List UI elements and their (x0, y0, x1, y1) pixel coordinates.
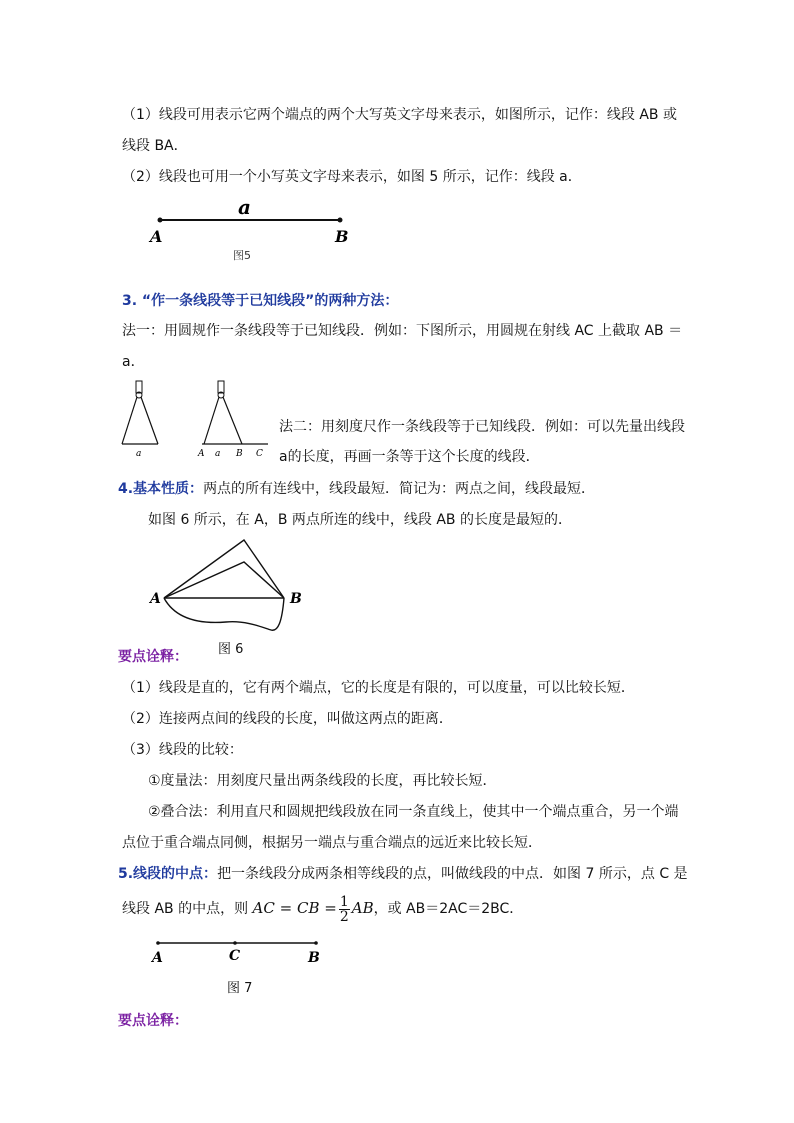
text-line-2: 线段 BA． (122, 138, 188, 154)
compass-2 (197, 381, 268, 459)
figure-5-drawing (140, 192, 370, 262)
compass2-label-a: a (215, 449, 221, 459)
point-b (314, 941, 318, 945)
method-1-line-2: a． (122, 354, 145, 370)
notes-2-heading: 要点诠释： (118, 1013, 188, 1029)
text-line-1: （1）线段可用表示它两个端点的两个大写英文字母来表示，如图所示，记作：线段 AB 或 (122, 107, 677, 123)
note-sub-2-line-1: ②叠合法：利用直尺和圆规把线段放在同一条直线上，使其中一个端点重合，另一个端 (148, 804, 679, 820)
figure-6-caption: 图 6 (218, 642, 244, 657)
figure-6-drawing (146, 532, 316, 640)
figure-5 (140, 192, 370, 262)
section-4-line-2: 如图 6 所示，在 A，B 两点所连的线中，线段 AB 的长度是最短的． (148, 512, 572, 528)
label-C: C (229, 948, 241, 964)
section-5 (118, 863, 688, 883)
notes-1-heading: 要点诠释： (118, 649, 188, 665)
note-item-1: （1）线段是直的，它有两个端点，它的长度是有限的，可以度量，可以比较长短． (122, 680, 635, 696)
label-B: B (335, 227, 349, 246)
section-4 (118, 478, 595, 498)
label-A: A (150, 591, 161, 607)
section-5-line-2 (122, 890, 523, 926)
note-sub-2-line-2: 点位于重合端点同侧，根据另一端点与重合端点的远近来比较长短． (122, 835, 542, 851)
formula-left: AC = CB = (252, 899, 337, 917)
compass2-label-C: C (256, 449, 263, 459)
section-5-heading: 5.线段的中点： (118, 866, 218, 882)
compass-figures (118, 378, 273, 460)
note-item-2: （2）连接两点间的线段的长度，叫做这两点的距离． (122, 711, 453, 727)
label-lower-a: a (238, 195, 251, 219)
section-4-text: 两点的所有连线中，线段最短．简记为：两点之间，线段最短． (203, 481, 596, 497)
compass-1 (122, 381, 158, 459)
section-5-suffix: ，或 AB＝2AC＝2BC． (373, 901, 524, 917)
formula-right: AB (351, 899, 374, 917)
label-B: B (290, 591, 302, 607)
compass2-label-B: B (236, 449, 243, 459)
figure-5-caption: 图5 (233, 249, 251, 262)
figure-6 (146, 532, 316, 640)
compass-drawing (118, 378, 273, 460)
label-A: A (152, 950, 163, 966)
figure-7 (146, 934, 336, 968)
label-B: B (308, 950, 320, 966)
section-5-text: 把一条线段分成两条相等线段的点，叫做线段的中点．如图 7 所示，点 C 是 (217, 866, 688, 882)
compass1-label-a: a (136, 449, 142, 459)
fraction-numerator: 1 (339, 893, 349, 910)
note-sub-1: ①度量法：用刻度尺量出两条线段的长度，再比较长短． (148, 773, 497, 789)
path-curve (164, 598, 284, 630)
method-2-line-1: 法二：用刻度尺作一条线段等于已知线段．例如：可以先量出线段 (279, 419, 685, 435)
point-a (158, 218, 163, 223)
point-b (338, 218, 343, 223)
point-a (156, 941, 160, 945)
formula-fraction (339, 895, 350, 924)
section-5-prefix: 线段 AB 的中点，则 (122, 901, 249, 917)
figure-7-caption: 图 7 (227, 981, 253, 996)
note-item-3: （3）线段的比较： (122, 742, 243, 758)
path-middle (164, 562, 284, 598)
label-A: A (150, 227, 163, 246)
method-1-line-1: 法一：用圆规作一条线段等于已知线段．例如：下图所示，用圆规在射线 AC 上截取 AB ＝ (122, 323, 683, 339)
compass2-label-A: A (198, 449, 205, 459)
point-c (233, 941, 237, 945)
method-2-line-2: a的长度，再画一条等于这个长度的线段． (279, 449, 540, 465)
figure-7-drawing (146, 934, 336, 968)
text-line-3: （2）线段也可用一个小写英文字母来表示，如图 5 所示，记作：线段 a． (122, 169, 582, 185)
section-3-heading: 3. “作一条线段等于已知线段”的两种方法： (122, 293, 399, 309)
fraction-denominator: 2 (339, 908, 349, 925)
section-4-heading: 4.基本性质： (118, 481, 204, 497)
